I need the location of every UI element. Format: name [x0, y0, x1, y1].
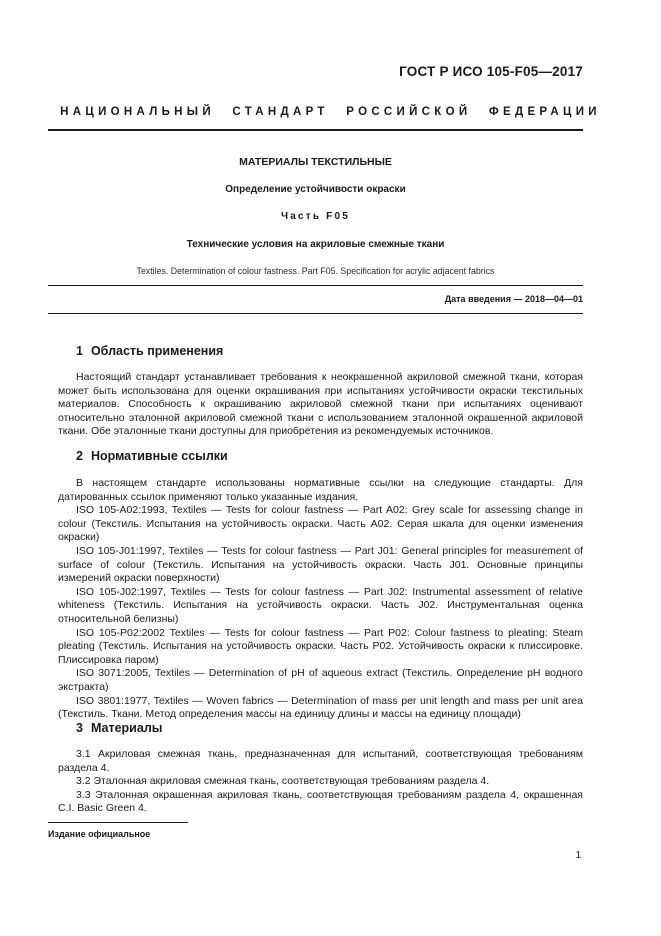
- header-rule: [48, 129, 583, 131]
- national-standard-banner: НАЦИОНАЛЬНЫЙ СТАНДАРТ РОССИЙСКОЙ ФЕДЕРАЦИИ: [60, 106, 601, 118]
- spec-title: Технические условия на акриловые смежные ткани: [186, 239, 445, 250]
- clause-item: 3.2 Эталонная акриловая смежная ткань, соответствующая требованиям раздела 4.: [76, 775, 490, 788]
- reference-item: ISO 105-P02:2002 Textiles — Tests for colour fastness — Part P02: Colour fastness to pleating: Steam pleating (Текстиль. Испытания на устойчивость окраски. Часть P02. Устойчивость окраски к плиссировке. Плиссировка паром): [58, 626, 583, 666]
- section-body-references: [58, 477, 583, 722]
- section-heading-materials: [76, 721, 162, 735]
- section-body-scope: [58, 371, 583, 439]
- reference-item: ISO 3071:2005, Textiles — Determination of pH of aqueous extract (Текстиль. Определение pH водного экстракта): [58, 667, 583, 693]
- reference-item: ISO 105-J01:1997, Textiles — Tests for colour fastness — Part J01: General principles for measurement of surface of colour (Текстиль. Испытания на устойчивость окраски. Часть J01. Основные принципы измерений окраски поверхности): [58, 544, 583, 585]
- footer-rule: [48, 822, 188, 823]
- reference-item: ISO 3801:1977, Textiles — Woven fabrics — Determination of mass per unit length and mass per unit area (Текстиль. Ткани. Метод определения массы на единицу длины и массы на единицу площади): [58, 694, 583, 721]
- section-number: 2: [76, 449, 83, 463]
- part-title: Часть F05: [280, 211, 350, 222]
- introduction-date: Дата введения — 2018—04—01: [444, 294, 583, 304]
- section-title: Материалы: [90, 721, 163, 735]
- page-number: 1: [575, 850, 581, 861]
- section-heading-scope: [76, 344, 223, 358]
- reference-item: ISO 105-A02:1993, Textiles — Tests for colour fastness — Part A02: Grey scale for assessing change in colour (Текстиль. Испытания на устойчивость окраски. Часть A02. Серая шкала для оценки изменения окраски): [58, 504, 583, 544]
- title-rule-top: [48, 285, 583, 286]
- clause-item: 3.1 Акриловая смежная ткань, предназначенная для испытаний, соответствующая требованиям раздела 4.: [58, 748, 583, 774]
- section-title: Область применения: [90, 344, 224, 358]
- section-title: Нормативные ссылки: [90, 449, 228, 463]
- section-heading-references: [76, 449, 228, 463]
- main-title: МАТЕРИАЛЫ ТЕКСТИЛЬНЫЕ: [239, 156, 392, 168]
- section-number: 3: [76, 721, 83, 735]
- english-title: Textiles. Determination of colour fastness. Part F05. Specification for acrylic adjacent fabrics: [136, 266, 495, 276]
- paragraph: В настоящем стандарте использованы нормативные ссылки на следующие стандарты. Для датированных ссылок применяют только указанные издания.: [58, 477, 583, 503]
- reference-item: ISO 105-J02:1997, Textiles — Tests for colour fastness — Part J02: Instrumental assessment of relative whiteness (Текстиль. Испытания на устойчивость окраски. Часть J02. Инструментальная оценка относительной белизны): [58, 585, 583, 625]
- clause-item: 3.3 Эталонная окрашенная акриловая ткань, соответствующая требованиям раздела 4, окрашенная C.I. Basic Green 4.: [58, 788, 583, 815]
- section-body-materials: [58, 748, 583, 816]
- section-number: 1: [76, 344, 83, 358]
- subtitle: Определение устойчивости окраски: [225, 184, 406, 195]
- paragraph: Настоящий стандарт устанавливает требования к неокрашенной акриловой смежной ткани, которая может быть использована для оценки окрашивания при испытаниях устойчивости окраски текстильных материалов. Способность к окрашиванию акриловой смежной ткани при испытаниях оценивают относительно эталонной акриловой смежной ткани с использованием эталонной окрашенной акриловой ткани. Обе эталонные ткани доступны для приобретения из рекомендуемых источников.: [58, 371, 583, 438]
- official-edition-label: Издание официальное: [48, 829, 151, 839]
- title-rule-bottom: [48, 313, 583, 314]
- document-code: ГОСТ Р ИСО 105-F05—2017: [399, 64, 583, 79]
